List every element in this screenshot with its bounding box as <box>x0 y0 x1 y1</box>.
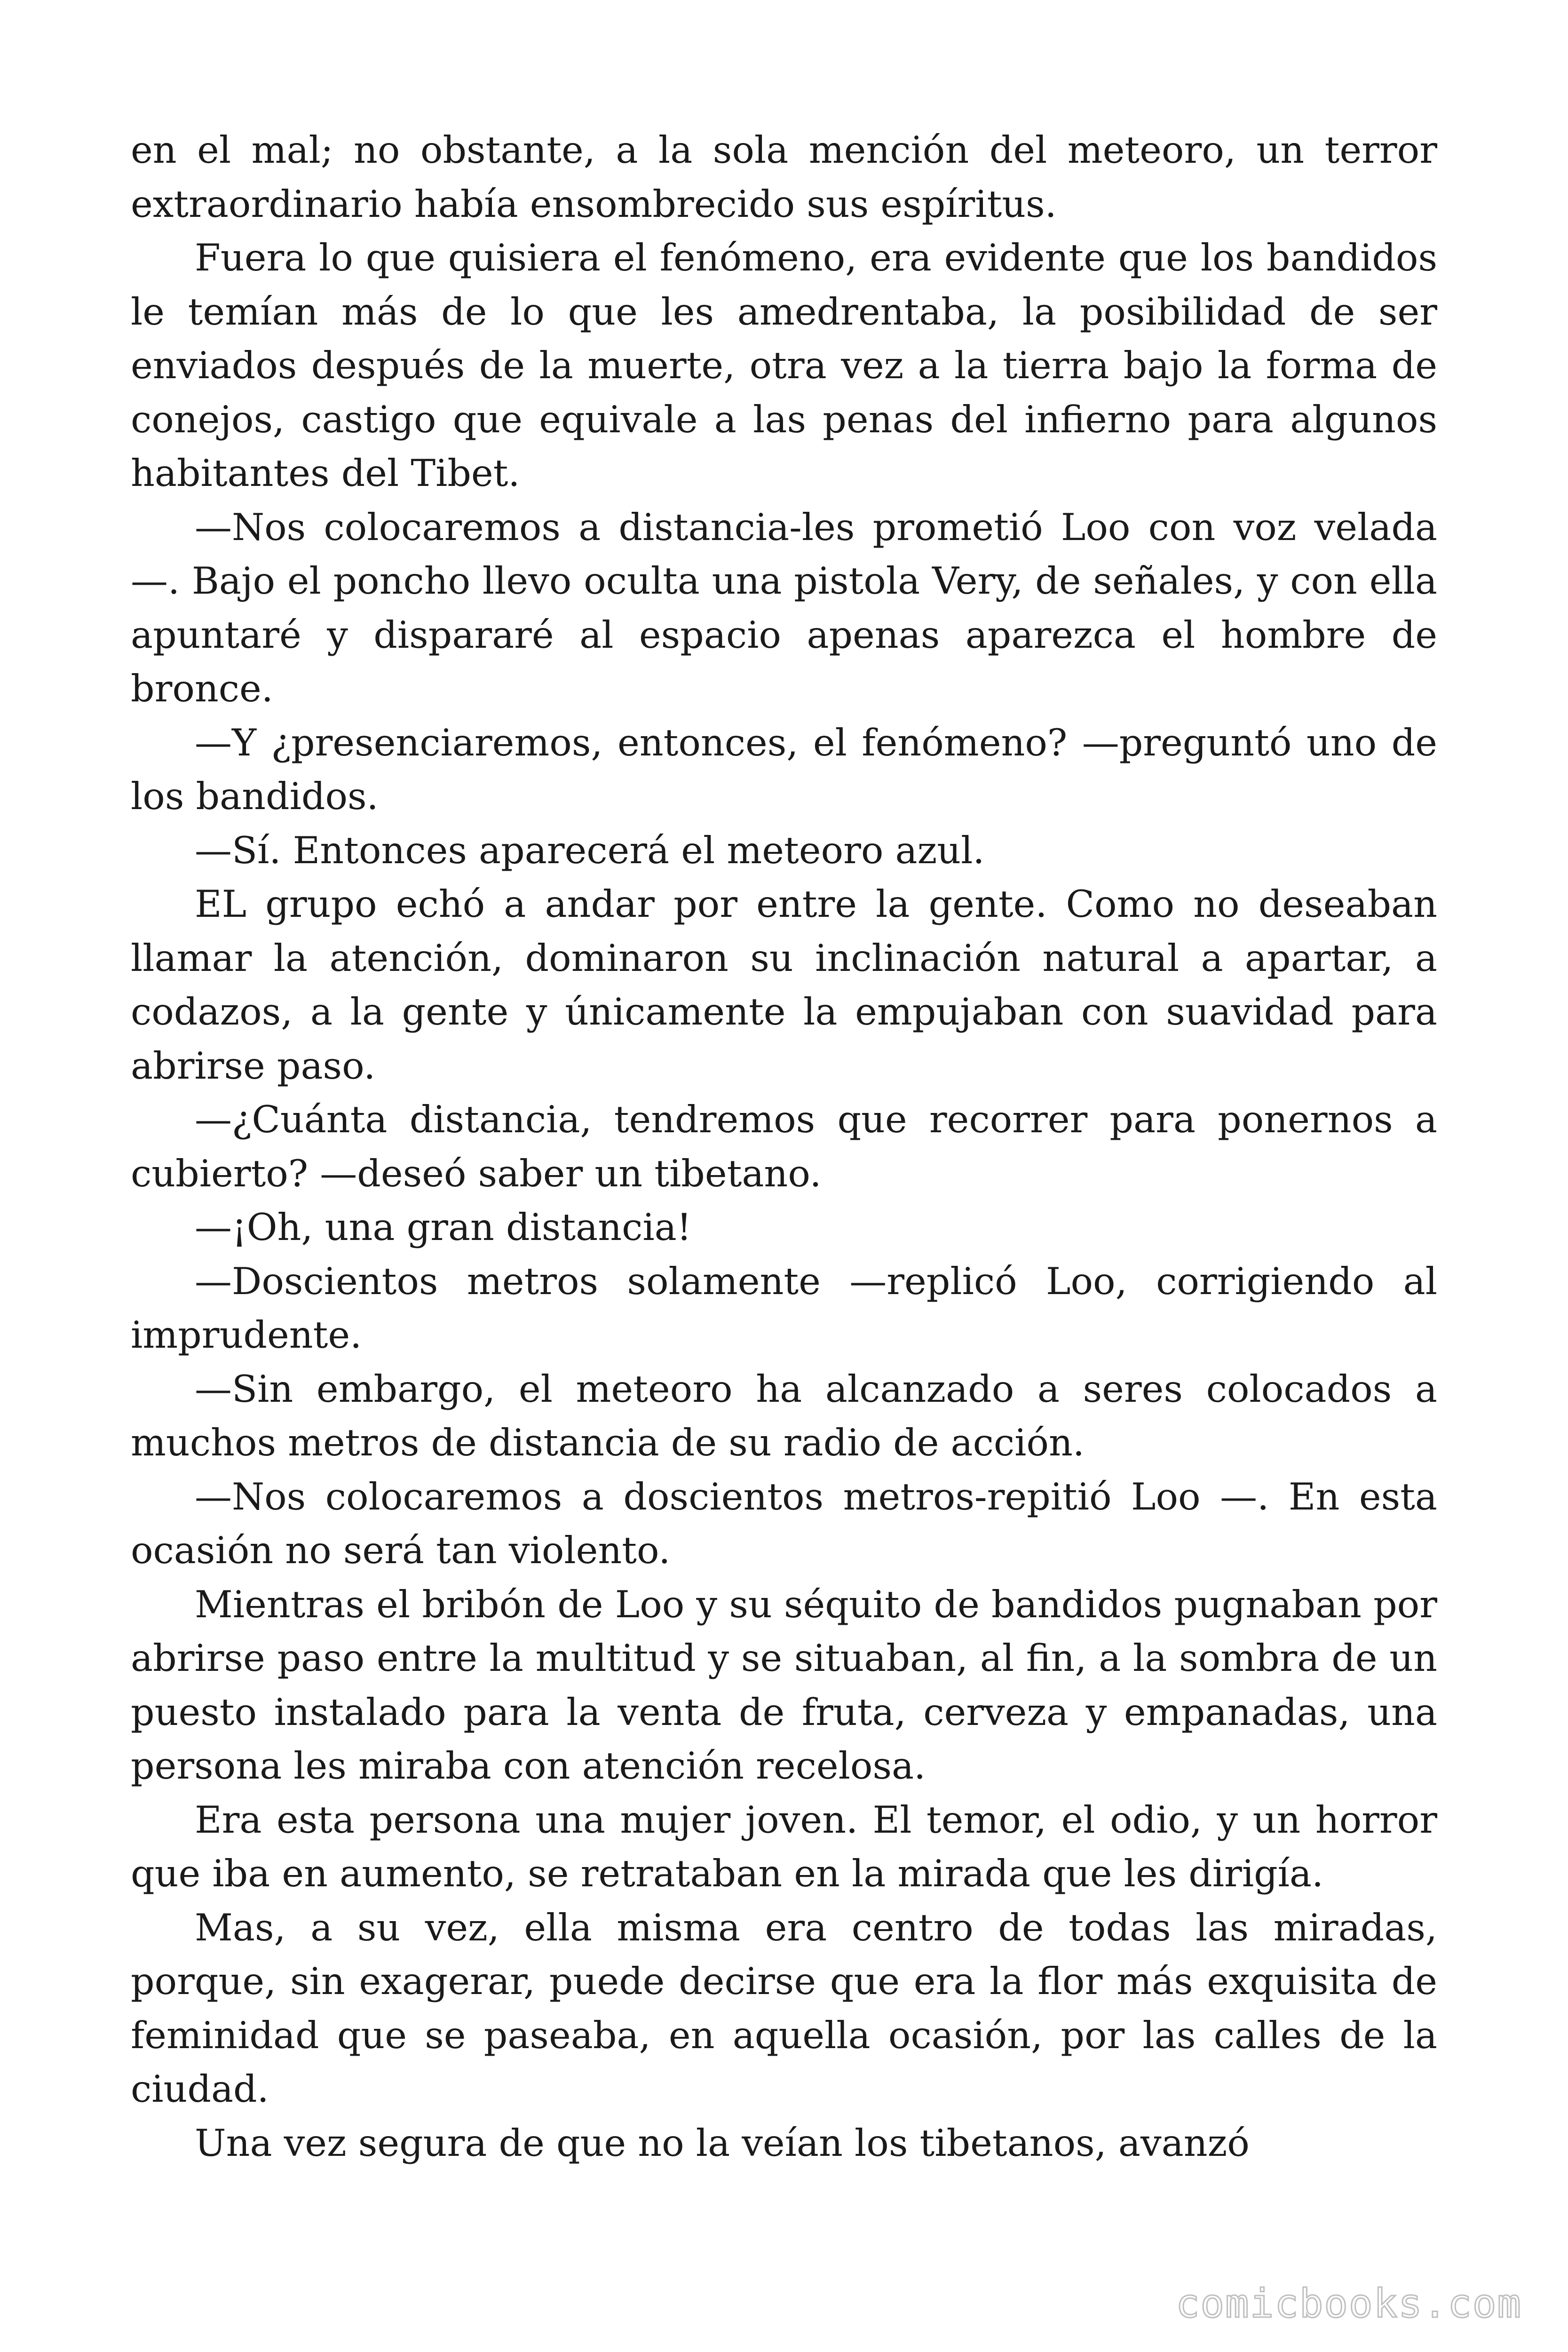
paragraph: —Sin embargo, el meteoro ha alcanzado a seres colocados a muchos metros de distancia de su radio de acción. <box>131 1367 1437 1464</box>
paragraph: Era esta persona una mujer joven. El temor, el odio, y un horror que iba en aumento, se retrataban en la mirada que les dirigía. <box>131 1798 1437 1895</box>
paragraph: Fuera lo que quisiera el fenómeno, era evidente que los bandidos le temían más de lo que les amedrentaba, la posibilidad de ser enviados después de la muerte, otra vez a la tierra bajo la forma de conejos, castigo que equivale a las penas del infierno para algunos habitantes del Tibet. <box>131 236 1437 495</box>
paragraph: Mas, a su vez, ella misma era centro de todas las miradas, porque, sin exagerar, puede decirse que era la flor más exquisita de feminidad que se paseaba, en aquella ocasión, por las calles de la ciudad. <box>131 1906 1437 2111</box>
paragraph: Mientras el bribón de Loo y su séquito de bandidos pugnaban por abrirse paso entre la multitud y se situaban, al fin, a la sombra de un puesto instalado para la venta de fruta, cerveza y empanadas, una persona les miraba con atención recelosa. <box>131 1582 1437 1788</box>
paragraph: —Nos colocaremos a doscientos metros-repitió Loo —. En esta ocasión no será tan violento. <box>131 1475 1437 1572</box>
paragraph: —Nos colocaremos a distancia-les prometió Loo con voz velada —. Bajo el poncho llevo oculta una pistola Very, de señales, y con ella apuntaré y dispararé al espacio apenas aparezca el hombre de bronce. <box>131 505 1437 710</box>
paragraph: en el mal; no obstante, a la sola mención del meteoro, un terror extraordinario había ensombrecido sus espíritus. <box>131 128 1437 226</box>
paragraph: Una vez segura de que no la veían los tibetanos, avanzó <box>195 2121 1250 2165</box>
paragraph: —¡Oh, una gran distancia! <box>195 1206 692 1249</box>
watermark: comicbooks.com <box>1175 2280 1522 2327</box>
page-text <box>131 123 1437 2240</box>
paragraph: —Doscientos metros solamente —replicó Loo, corrigiendo al imprudente. <box>131 1259 1437 1357</box>
paragraph: —¿Cuánta distancia, tendremos que recorrer para ponernos a cubierto? —deseó saber un tibetano. <box>131 1098 1437 1195</box>
paragraph: EL grupo echó a andar por entre la gente. Como no deseaban llamar la atención, dominaron su inclinación natural a apartar, a codazos, a la gente y únicamente la empujaban con suavidad para abrirse paso. <box>131 882 1437 1088</box>
paragraph: —Y ¿presenciaremos, entonces, el fenómeno? —preguntó uno de los bandidos. <box>131 721 1437 818</box>
paragraph: —Sí. Entonces aparecerá el meteoro azul. <box>195 828 985 872</box>
